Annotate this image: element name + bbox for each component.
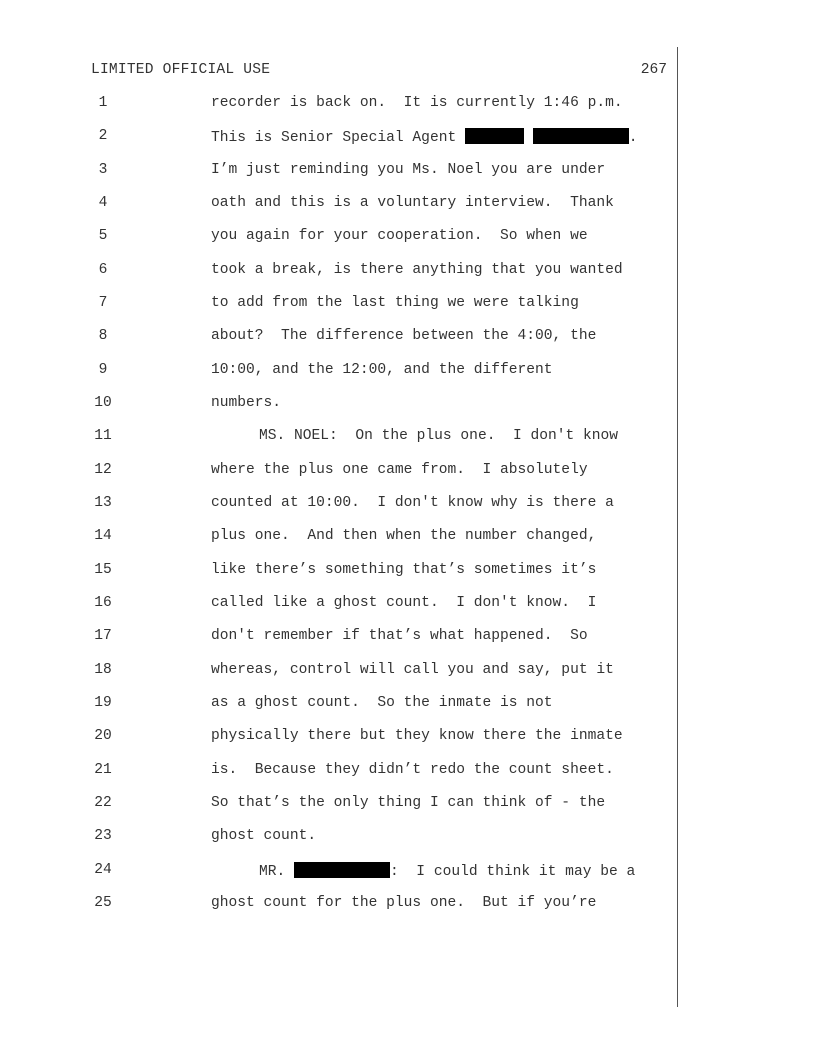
line-text [211, 128, 638, 146]
transcript-line [0, 395, 816, 419]
transcript-line [0, 628, 816, 652]
transcript-line [0, 662, 816, 686]
line-text: physically there but they know there the inmate [211, 728, 623, 744]
line-number: 19 [94, 695, 112, 711]
line-text: called like a ghost count. I don't know. I [211, 595, 597, 611]
transcript-line [0, 762, 816, 786]
page-number: 267 [640, 62, 667, 78]
line-text: where the plus one came from. I absolutely [211, 462, 588, 478]
line-number: 12 [94, 462, 112, 478]
line-text: is. Because they didn’t redo the count sheet. [211, 762, 614, 778]
line-number: 11 [94, 428, 112, 444]
line-number: 6 [98, 262, 108, 278]
line-text: plus one. And then when the number changed, [211, 528, 597, 544]
line-number: 2 [98, 128, 108, 144]
line-text: about? The difference between the 4:00, the [211, 328, 597, 344]
line-text-before-redaction: This is Senior Special Agent [211, 130, 465, 146]
line-text: recorder is back on. It is currently 1:46 p.m. [211, 95, 623, 111]
transcript-line [0, 328, 816, 352]
transcript-line [0, 728, 816, 752]
transcript-line [0, 695, 816, 719]
line-number: 20 [94, 728, 112, 744]
line-text: 10:00, and the 12:00, and the different [211, 362, 553, 378]
transcript-line [0, 262, 816, 286]
line-number: 4 [98, 195, 108, 211]
line-number: 8 [98, 328, 108, 344]
line-number: 14 [94, 528, 112, 544]
transcript-line [0, 828, 816, 852]
line-number: 5 [98, 228, 108, 244]
line-text: you again for your cooperation. So when we [211, 228, 588, 244]
line-text: took a break, is there anything that you wanted [211, 262, 623, 278]
line-text: don't remember if that’s what happened. So [211, 628, 588, 644]
line-text: whereas, control will call you and say, put it [211, 662, 614, 678]
line-text: ghost count for the plus one. But if you’re [211, 895, 597, 911]
line-number: 1 [98, 95, 108, 111]
line-text: MS. NOEL: On the plus one. I don't know [259, 428, 619, 444]
transcript-line [0, 362, 816, 386]
line-number: 21 [94, 762, 112, 778]
line-number: 24 [94, 862, 112, 878]
line-text: ghost count. [211, 828, 317, 844]
line-text-after-redaction: . [628, 130, 638, 146]
transcript-line [0, 895, 816, 919]
line-number: 10 [94, 395, 112, 411]
line-text-before-redaction: MR. [259, 864, 295, 880]
line-text: like there’s something that’s sometimes it’s [211, 562, 597, 578]
transcript-line [0, 495, 816, 519]
line-text [259, 862, 635, 880]
transcript-line [0, 162, 816, 186]
line-text: numbers. [211, 395, 282, 411]
transcript-line [0, 862, 816, 886]
redaction-block [294, 862, 390, 878]
line-number: 17 [94, 628, 112, 644]
line-number: 23 [94, 828, 112, 844]
transcript-line [0, 95, 816, 119]
redaction-block [465, 128, 524, 144]
transcript-line [0, 562, 816, 586]
transcript-line [0, 128, 816, 152]
transcript-line [0, 295, 816, 319]
line-number: 7 [98, 295, 108, 311]
line-number: 9 [98, 362, 108, 378]
line-text-after-redaction: : I could think it may be a [390, 864, 636, 880]
line-number: 22 [94, 795, 112, 811]
line-number: 13 [94, 495, 112, 511]
classification-header: LIMITED OFFICIAL USE [91, 62, 271, 78]
line-text: So that’s the only thing I can think of - the [211, 795, 606, 811]
transcript-line [0, 228, 816, 252]
line-text: to add from the last thing we were talking [211, 295, 579, 311]
transcript-line [0, 428, 816, 452]
redaction-block [533, 128, 629, 144]
line-number: 16 [94, 595, 112, 611]
transcript-line [0, 795, 816, 819]
line-number: 15 [94, 562, 112, 578]
line-number: 25 [94, 895, 112, 911]
line-text: counted at 10:00. I don't know why is there a [211, 495, 614, 511]
transcript-line [0, 595, 816, 619]
line-text: I’m just reminding you Ms. Noel you are under [211, 162, 606, 178]
transcript-line [0, 528, 816, 552]
line-number: 3 [98, 162, 108, 178]
line-text: as a ghost count. So the inmate is not [211, 695, 553, 711]
line-text: oath and this is a voluntary interview. Thank [211, 195, 614, 211]
line-number: 18 [94, 662, 112, 678]
transcript-line [0, 195, 816, 219]
transcript-line [0, 462, 816, 486]
